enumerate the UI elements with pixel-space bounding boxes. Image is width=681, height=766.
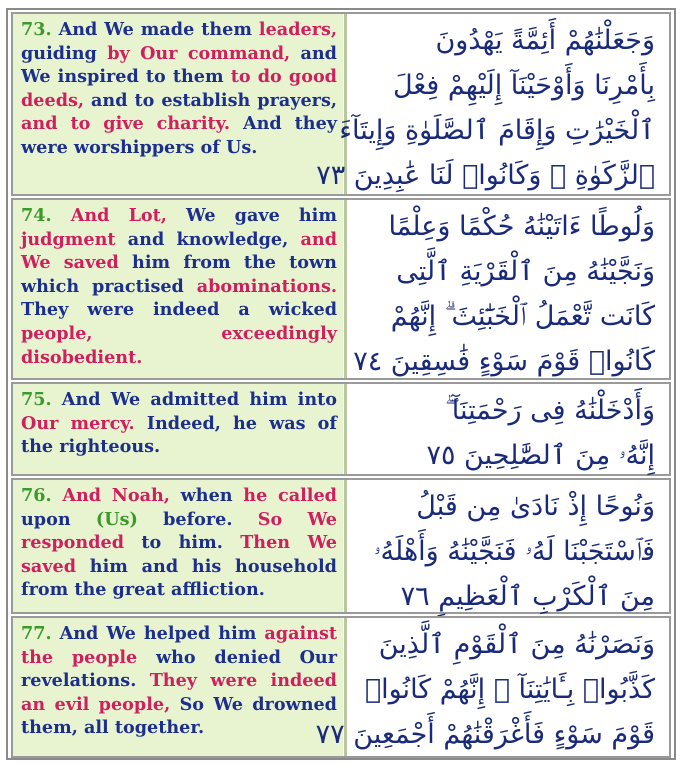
translation-segment: upon <box>21 508 71 530</box>
verse-number: 75. <box>21 389 52 410</box>
translation-segment: Then We saved <box>21 532 337 577</box>
translation-segment: Indeed, he was of the righteous. <box>21 412 337 458</box>
translation-segment: who denied Our revelations. <box>21 646 337 692</box>
translation-segment: by Our command, <box>107 42 291 64</box>
verse-number: 74. <box>21 205 52 226</box>
translation-segment: to do good deeds, <box>21 66 337 111</box>
english-translation <box>13 384 343 474</box>
verse-row-76 <box>11 478 671 614</box>
arabic-line: وَنَصَرْنَٰهُ مِنَ ٱلْقَوْمِ ٱلَّذِينَ <box>378 629 655 660</box>
translation-segment: and to give charity. <box>21 113 230 135</box>
arabic-line: كَانَت تَّعْمَلُ ٱلْخَبَٰٓئِثَ ۗ إِنَّهُمْ <box>390 301 655 332</box>
verse-row-74 <box>11 198 671 380</box>
arabic-line: مِنَ ٱلْكَرْبِ ٱلْعَظِيمِ ٧٦ <box>400 581 655 612</box>
english-translation <box>13 480 343 612</box>
english-translation <box>13 618 343 756</box>
arabic-line: بِأَمْرِنَا وَأَوْحَيْنَآ إِلَيْهِمْ فِعْلَ <box>392 70 655 101</box>
arabic-line: وَلُوطًا ءَاتَيْنَٰهُ حُكْمًا وَعِلْمًا <box>388 211 655 242</box>
translation-segment: and We inspired to them <box>21 42 337 88</box>
verse-row-73 <box>11 12 671 196</box>
verse-table <box>6 8 676 760</box>
arabic-line: وَأَدْخَلْنَٰهُ فِى رَحْمَتِنَآ ۖ <box>444 395 655 426</box>
translation-segment: him and his household from the great affliction. <box>21 555 337 601</box>
translation-segment: judgment <box>21 228 116 250</box>
translation-segment: abominations. <box>196 275 337 297</box>
verse-number: 76. <box>21 485 52 506</box>
translation-segment: So We responded <box>21 508 337 554</box>
arabic-line: كَذَّبُوا۟ بِـَٔايَٰتِنَآ ۚ إِنَّهُمْ كَانُوا۟ <box>364 674 655 705</box>
arabic-text <box>316 14 669 194</box>
translation-segment: guiding <box>21 42 97 64</box>
english-translation <box>13 200 343 378</box>
translation-segment: So We drowned them, all together. <box>21 693 337 739</box>
arabic-line: وَنَجَّيْنَٰهُ مِنَ ٱلْقَرْيَةِ ٱلَّتِى <box>396 256 655 287</box>
arabic-line: قَوْمَ سَوْءٍ فَأَغْرَقْنَٰهُمْ أَجْمَعِينَ ٧٧ <box>315 719 655 750</box>
english-translation <box>13 14 343 194</box>
arabic-line: وَنُوحًا إِذْ نَادَىٰ مِن قَبْلُ <box>416 491 655 522</box>
arabic-line: وَجَعَلْنَٰهُمْ أَئِمَّةً يَهْدُونَ <box>435 25 655 56</box>
translation-segment: leaders, <box>258 19 337 40</box>
translation-segment: people, exceedingly disobedient. <box>21 322 337 368</box>
arabic-line: ٱلزَّكَوٰةِ ۖ وَكَانُوا۟ لَنَا عَٰبِدِينَ ٧٣ <box>316 160 655 191</box>
arabic-line: إِنَّهُۥ مِنَ ٱلصَّٰلِحِينَ ٧٥ <box>426 440 655 471</box>
arabic-text <box>315 618 669 756</box>
arabic-line: كَانُوا۟ قَوْمَ سَوْءٍ فَٰسِقِينَ ٧٤ <box>353 346 655 377</box>
translation-segment: And Lot, <box>70 205 167 226</box>
arabic-line: ٱلْخَيْرَٰتِ وَإِقَامَ ٱلصَّلَوٰةِ وَإِيتَآءَ <box>339 115 655 146</box>
arabic-text <box>347 200 669 378</box>
translation-segment: and to establish prayers, <box>91 89 337 111</box>
translation-segment: before. <box>163 508 233 530</box>
translation-segment: and We saved <box>21 228 337 274</box>
verse-number: 77. <box>21 623 52 644</box>
translation-segment: and knowledge, <box>127 228 289 250</box>
verse-number: 73. <box>21 19 52 40</box>
translation-segment: And We admitted him into <box>61 389 337 410</box>
translation-segment: And We made them <box>58 19 252 40</box>
translation-segment: when <box>180 485 233 506</box>
arabic-text <box>347 384 669 474</box>
verse-row-77 <box>11 616 671 758</box>
translation-segment: Our mercy. <box>21 412 135 434</box>
translation-segment: And We helped him <box>59 623 257 644</box>
arabic-text <box>347 480 669 612</box>
verse-row-75 <box>11 382 671 476</box>
translation-segment: him from the town which practised <box>21 252 337 297</box>
translation-segment: he called <box>243 485 337 506</box>
translation-segment: They were indeed a wicked <box>21 299 337 321</box>
translation-segment: against the people <box>21 623 337 668</box>
translation-segment: And Noah, <box>62 485 170 506</box>
translation-segment: (Us) <box>95 508 138 530</box>
translation-segment: to him. <box>141 532 223 554</box>
translation-segment: And they were worshippers of Us. <box>21 113 337 158</box>
translation-segment: We gave him <box>186 205 337 226</box>
arabic-line: فَٱسْتَجَبْنَا لَهُۥ فَنَجَّيْنَٰهُ وَأَهْلَهُۥ <box>373 536 655 567</box>
translation-segment: They were indeed an evil people, <box>21 670 337 715</box>
